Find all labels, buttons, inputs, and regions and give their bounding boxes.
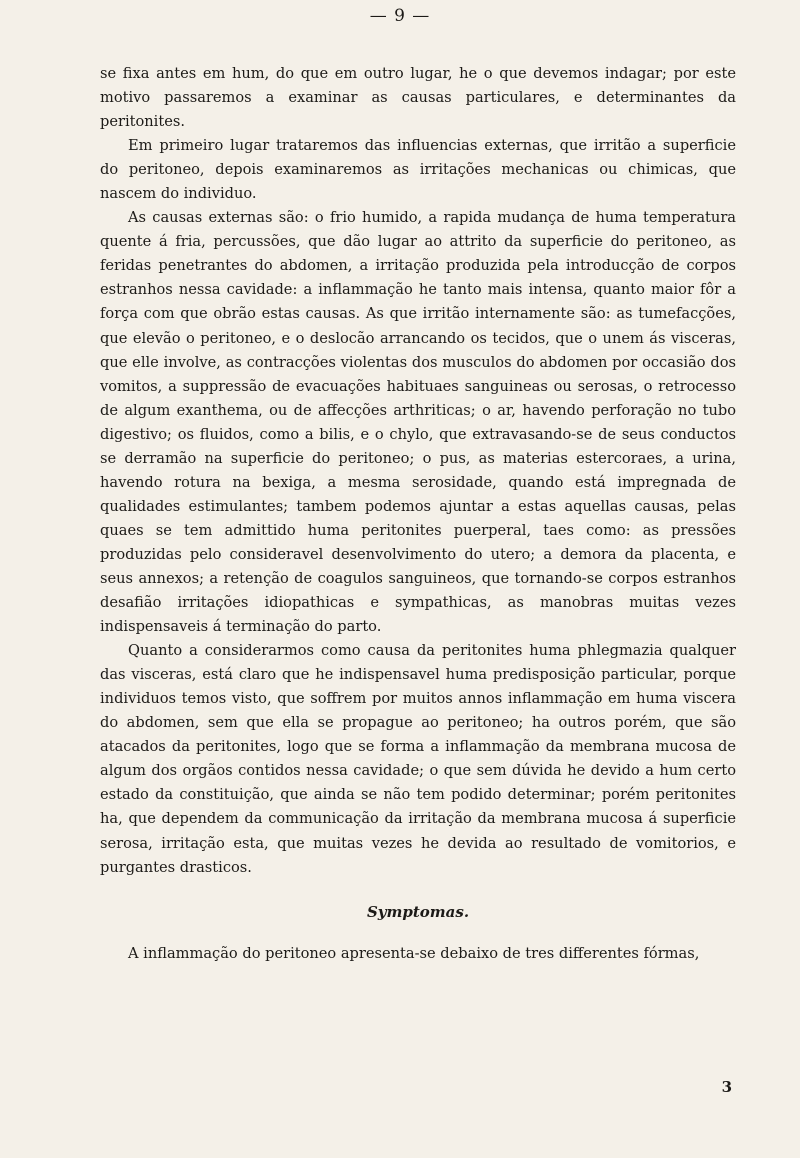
paragraph-influences: Em primeiro lugar trataremos das influencias externas, que irritão a superficie do peritoneo, depois examinaremos as irritações mechanicas ou chimicas, que nascem do individuo. [100,137,736,203]
signature-mark: 3 [721,1078,732,1096]
section-heading-symptoms: Symptomas. [366,902,470,921]
paragraph-symptoms: A inflammação do peritoneo apresenta-se debaixo de tres differentes fórmas, [128,944,700,962]
body-text [100,62,736,966]
page-number: — 9 — [369,6,431,26]
paragraph-phlegmazia: Quanto a considerarmos como causa da peritonites huma phlegmazia qualquer das visceras, está claro que he indispensavel huma predisposição particular, porque individuos temos visto, que soffrem por muitos annos inflammação em huma viscera do abdomen, sem que ella se propague ao peritoneo; ha outros porém, que são atacados da peritonites, logo que se forma a inflammação da membrana mucosa de algum dos orgãos contidos nessa cavidade; o que sem dúvida he devido a hum certo estado da constituição, que ainda se não tem podido determinar; porém peritonites ha, que dependem da communicação da irritação da membrana mucosa á superficie serosa, irritação esta, que muitas vezes he devida ao resultado de vomitorios, e purgantes drasticos. [100,642,736,876]
paragraph-continuation: se fixa antes em hum, do que em outro lugar, he o que devemos indagar; por este motivo passaremos a examinar as causas particulares, e determinantes da peritonites. [100,65,736,131]
paragraph-causes: As causas externas são: o frio humido, a rapida mudança de huma temperatura quente á fria, percussões, que dão lugar ao attrito da superficie do peritoneo, as feridas penetrantes do abdomen, a irritação produzida pela introducção de corpos estranhos nessa cavidade: a inflammação he tanto mais intensa, quanto maior fôr a força com que obrão estas causas. As que irritão internamente são: as tumefacções, que elevão o peritoneo, e o deslocão arrancando os tecidos, que o unem ás visceras, que elle involve, as contracções violentas dos musculos do abdomen por occasião dos vomitos, a suppressão de evacuações habituaes sanguineas ou serosas, o retrocesso de algum exanthema, ou de affecções arthriticas; o ar, havendo perforação no tubo digestivo; os fluidos, como a bilis, e o chylo, que extravasando-se de seus conductos se derramão na superficie do peritoneo; o pus, as materias estercoraes, a urina, havendo rotura na bexiga, a mesma serosidade, quando está impregnada de qualidades estimulantes; tambem podemos ajuntar a estas aquellas causas, pelas quaes se tem admittido huma peritonites puerperal, taes como: as pressões produzidas pelo consideravel desenvolvimento do utero; a demora da placenta, e seus annexos; a retenção de coagulos sanguineos, que tornando-se corpos estranhos desafião irritações idiopathicas e sympathicas, as manobras muitas vezes indispensaveis á terminação do parto. [100,209,736,636]
